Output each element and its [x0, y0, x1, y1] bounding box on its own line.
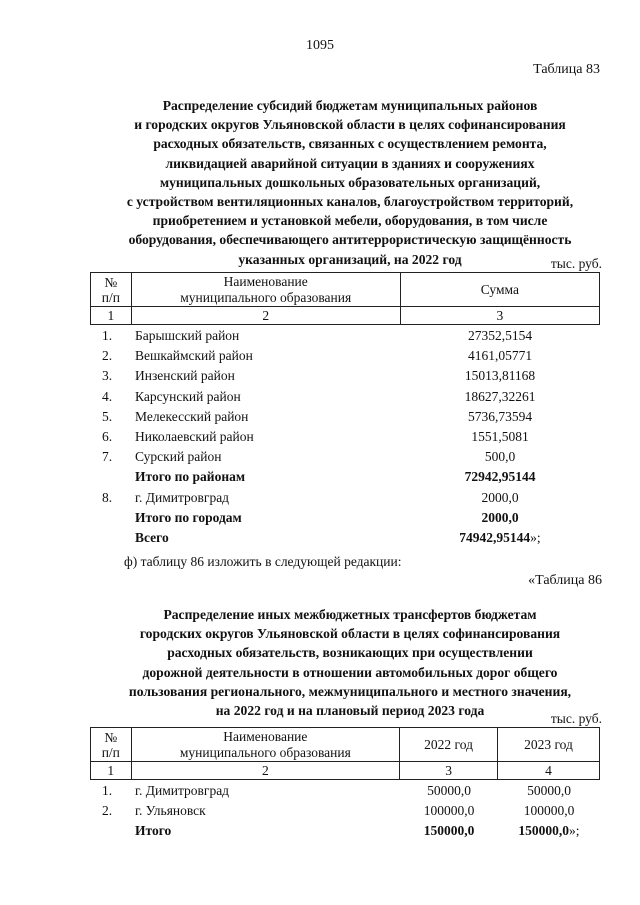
row-number: 6.	[102, 428, 113, 444]
row-name: Инзенский район	[135, 368, 235, 384]
row-number: 2.	[102, 348, 113, 364]
table-row	[90, 326, 600, 346]
header-name-line1: Наименование	[223, 273, 308, 289]
table-row	[90, 387, 600, 407]
row-value-number: 4161,05771	[467, 348, 533, 364]
row-number: 5.	[102, 408, 113, 424]
row-value-number: 2000,0	[481, 509, 519, 525]
table-row	[90, 407, 600, 427]
table-86-reference: «Таблица 86	[528, 573, 602, 588]
table-83-units: тыс. руб.	[550, 256, 602, 271]
title-line: на 2022 год и на плановый период 2023 года	[215, 703, 485, 719]
row-value-2023	[498, 803, 600, 819]
index-cell: 3	[400, 762, 498, 780]
row-number: 1.	[102, 328, 113, 343]
row-value	[400, 469, 600, 485]
row-value	[400, 328, 600, 344]
table-row	[90, 488, 600, 508]
title-line: оборудования, обеспечивающего антитеррористическую защищённость	[128, 232, 572, 248]
row-value-2023	[498, 783, 600, 799]
title-line: пользования регионального, межмуниципального и местного значения,	[128, 683, 572, 699]
row-value-number: 1551,5081	[471, 428, 529, 444]
title-line: дорожной деятельности в отношении автомобильных дорог общего	[142, 664, 558, 680]
row-name: Карсунский район	[135, 388, 241, 404]
title-line: муниципальных дошкольных образовательных организаций,	[159, 174, 541, 190]
row-value	[400, 530, 600, 546]
row-value-2023-number: 150000,0	[518, 823, 570, 839]
row-value	[400, 449, 600, 465]
table-86-header	[90, 727, 600, 780]
index-cell: 4	[498, 762, 600, 780]
row-name: Итого	[135, 823, 172, 839]
index-cell: 1	[91, 307, 132, 325]
title-line: расходных обязательств, связанных с осуществлением ремонта,	[153, 136, 547, 152]
table-row	[90, 467, 600, 487]
header-name-line2: муниципального образования	[180, 289, 352, 305]
table-83-reference: Таблица 83	[533, 62, 600, 77]
row-value	[400, 409, 600, 425]
title-line: Распределение субсидий бюджетам муниципальных районов	[162, 98, 538, 113]
row-number: 3.	[102, 368, 113, 384]
table-row	[90, 781, 600, 801]
row-name: г. Димитровград	[135, 783, 230, 798]
row-value-number: 15013,81168	[464, 368, 536, 384]
table-83-header	[90, 272, 600, 325]
row-value-number: 5736,73594	[467, 408, 533, 424]
table-row	[90, 427, 600, 447]
header-number: № п/п	[91, 728, 132, 762]
table-row	[90, 366, 600, 386]
table-row	[90, 346, 600, 366]
table-86-body	[90, 781, 600, 842]
index-cell: 2	[131, 307, 400, 325]
table-row	[90, 447, 600, 467]
row-name: Барышский район	[135, 328, 240, 343]
row-name: г. Димитровград	[135, 489, 230, 505]
page-number: 1095	[306, 38, 334, 53]
row-value-suffix: »;	[530, 529, 541, 545]
instruction-text: ф) таблицу 86 изложить в следующей редакции:	[124, 554, 402, 569]
index-cell: 2	[131, 762, 399, 780]
row-value	[400, 389, 600, 405]
header-year-2022: 2022 год	[400, 728, 498, 762]
row-value	[400, 510, 600, 526]
row-name: Всего	[135, 529, 169, 545]
table-83-title	[70, 96, 630, 269]
table-row	[90, 528, 600, 548]
row-number: 8.	[102, 489, 113, 505]
row-name: Николаевский район	[135, 428, 254, 444]
table-row	[90, 801, 600, 821]
table-83-body	[90, 326, 600, 548]
row-value-2023-number: 100000,0	[523, 803, 575, 819]
row-name: Вешкаймский район	[135, 348, 253, 364]
row-number: 4.	[102, 388, 113, 404]
row-value-number: 74942,95144	[459, 529, 531, 545]
title-line: Распределение иных межбюджетных трансфертов бюджетам	[163, 607, 537, 622]
row-value-2022: 150000,0	[423, 823, 475, 839]
row-value-2023	[498, 823, 600, 839]
row-value-number: 500,0	[484, 449, 516, 465]
row-name: Сурский район	[135, 449, 222, 465]
row-value-2023-number: 50000,0	[527, 783, 571, 798]
header-name-line2: муниципального образования	[179, 744, 351, 760]
title-line: приобретением и установкой мебели, оборудования, в том числе	[152, 213, 548, 229]
title-line: указанных организаций, на 2022 год	[238, 251, 462, 267]
header-year-2023: 2023 год	[498, 728, 600, 762]
header-name	[131, 728, 399, 762]
title-line: расходных обязательств, возникающих при осуществлении	[167, 645, 533, 661]
row-value	[400, 429, 600, 445]
row-value-2022: 100000,0	[423, 803, 475, 819]
table-row	[90, 821, 600, 841]
table-86-units: тыс. руб.	[550, 711, 602, 726]
title-line: городских округов Ульяновской области в целях софинансирования	[139, 626, 561, 642]
row-value	[400, 490, 600, 506]
header-name-line1: Наименование	[223, 728, 308, 744]
title-line: с устройством вентиляционных каналов, благоустройством территорий,	[126, 194, 574, 210]
title-line: и городских округов Ульяновской области в целях софинансирования	[134, 117, 566, 133]
row-value-number: 72942,95144	[464, 469, 536, 485]
row-value-number: 18627,32261	[464, 388, 536, 404]
row-value-number: 2000,0	[481, 489, 519, 505]
row-value	[400, 348, 600, 364]
row-value-suffix: »;	[569, 823, 580, 839]
header-sum: Сумма	[400, 273, 599, 307]
row-number: 7.	[102, 449, 113, 465]
row-number: 2.	[102, 803, 113, 819]
index-cell: 3	[400, 307, 599, 325]
row-name: г. Ульяновск	[135, 803, 206, 819]
row-number: 1.	[102, 783, 113, 798]
row-name: Итого по городам	[135, 509, 242, 525]
index-cell: 1	[91, 762, 132, 780]
row-name: Итого по районам	[135, 469, 246, 485]
row-value-2022: 50000,0	[427, 783, 471, 798]
row-value	[400, 368, 600, 384]
row-name: Мелекесский район	[135, 408, 249, 424]
table-row	[90, 508, 600, 528]
row-value-number: 27352,5154	[467, 328, 533, 343]
header-number: № п/п	[91, 273, 132, 307]
table-86-title	[70, 605, 630, 720]
title-line: ликвидацией аварийной ситуации в зданиях и сооружениях	[165, 155, 535, 171]
header-name	[131, 273, 400, 307]
